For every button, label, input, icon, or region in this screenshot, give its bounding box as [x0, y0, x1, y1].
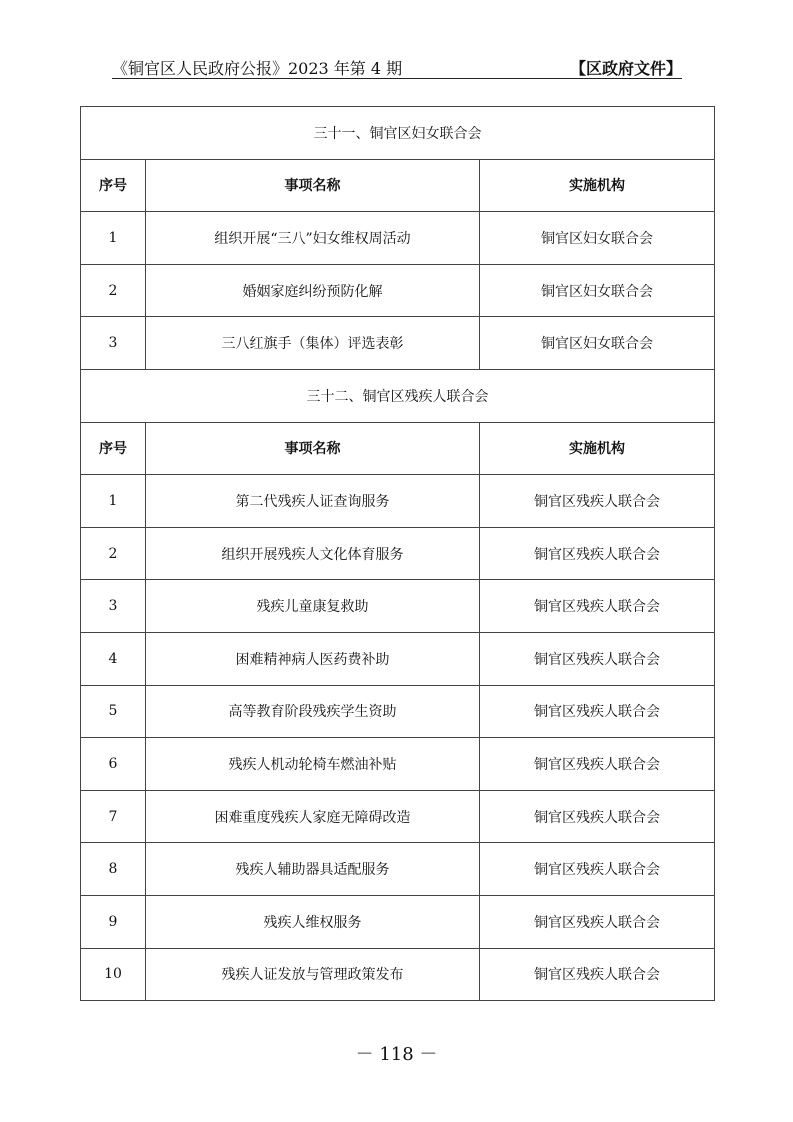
- col-header-org: 实施机构: [480, 159, 715, 212]
- row-no: 7: [81, 790, 146, 843]
- table-row: [81, 580, 715, 633]
- row-org: 铜官区残疾人联合会: [480, 685, 715, 738]
- row-no: 1: [81, 212, 146, 265]
- row-name: 组织开展“三八”妇女维权周活动: [146, 212, 480, 265]
- row-no: 9: [81, 895, 146, 948]
- col-header-org: 实施机构: [480, 422, 715, 475]
- row-org: 铜官区妇女联合会: [480, 264, 715, 317]
- table-row: [81, 317, 715, 370]
- row-org: 铜官区残疾人联合会: [480, 527, 715, 580]
- row-org: 铜官区残疾人联合会: [480, 948, 715, 1001]
- col-header-no: 序号: [81, 159, 146, 212]
- row-org: 铜官区残疾人联合会: [480, 738, 715, 791]
- col-header-name: 事项名称: [146, 422, 480, 475]
- service-items-table: [80, 106, 715, 1001]
- table-row: [81, 212, 715, 265]
- table-row: [81, 843, 715, 896]
- row-name: 组织开展残疾人文化体育服务: [146, 527, 480, 580]
- bulletin-title: 《铜官区人民政府公报》2023 年第 4 期: [112, 59, 403, 78]
- row-name: 残疾儿童康复救助: [146, 580, 480, 633]
- table-row: [81, 738, 715, 791]
- section-title: 三十一、铜官区妇女联合会: [81, 107, 715, 160]
- section-title: 三十二、铜官区残疾人联合会: [81, 369, 715, 422]
- row-name: 第二代残疾人证查询服务: [146, 475, 480, 528]
- row-no: 10: [81, 948, 146, 1001]
- row-no: 4: [81, 632, 146, 685]
- table-row: [81, 527, 715, 580]
- table-row: [81, 790, 715, 843]
- row-name: 残疾人证发放与管理政策发布: [146, 948, 480, 1001]
- section-title-row: [81, 107, 715, 160]
- row-org: 铜官区妇女联合会: [480, 317, 715, 370]
- header-rule: [112, 78, 682, 79]
- table-row: [81, 632, 715, 685]
- row-org: 铜官区残疾人联合会: [480, 475, 715, 528]
- page-number: － 118 －: [355, 1044, 438, 1065]
- row-org: 铜官区残疾人联合会: [480, 843, 715, 896]
- column-header-row: [81, 159, 715, 212]
- row-name: 残疾人辅助器具适配服务: [146, 843, 480, 896]
- row-name: 高等教育阶段残疾学生资助: [146, 685, 480, 738]
- row-no: 3: [81, 317, 146, 370]
- table-row: [81, 895, 715, 948]
- table-row: [81, 264, 715, 317]
- column-header-row: [81, 422, 715, 475]
- row-org: 铜官区残疾人联合会: [480, 895, 715, 948]
- row-name: 残疾人机动轮椅车燃油补贴: [146, 738, 480, 791]
- row-org: 铜官区残疾人联合会: [480, 580, 715, 633]
- row-name: 残疾人维权服务: [146, 895, 480, 948]
- section-tag: 【区政府文件】: [569, 59, 682, 78]
- row-name: 三八红旗手（集体）评选表彰: [146, 317, 480, 370]
- table-row: [81, 685, 715, 738]
- row-no: 8: [81, 843, 146, 896]
- row-no: 6: [81, 738, 146, 791]
- row-name: 困难精神病人医药费补助: [146, 632, 480, 685]
- row-org: 铜官区妇女联合会: [480, 212, 715, 265]
- row-org: 铜官区残疾人联合会: [480, 790, 715, 843]
- col-header-no: 序号: [81, 422, 146, 475]
- row-name: 婚姻家庭纠纷预防化解: [146, 264, 480, 317]
- page-header: [112, 52, 682, 78]
- row-no: 2: [81, 264, 146, 317]
- row-name: 困难重度残疾人家庭无障碍改造: [146, 790, 480, 843]
- row-no: 2: [81, 527, 146, 580]
- col-header-name: 事项名称: [146, 159, 480, 212]
- row-org: 铜官区残疾人联合会: [480, 632, 715, 685]
- row-no: 5: [81, 685, 146, 738]
- table-row: [81, 948, 715, 1001]
- section-title-row: [81, 369, 715, 422]
- table-row: [81, 475, 715, 528]
- row-no: 1: [81, 475, 146, 528]
- row-no: 3: [81, 580, 146, 633]
